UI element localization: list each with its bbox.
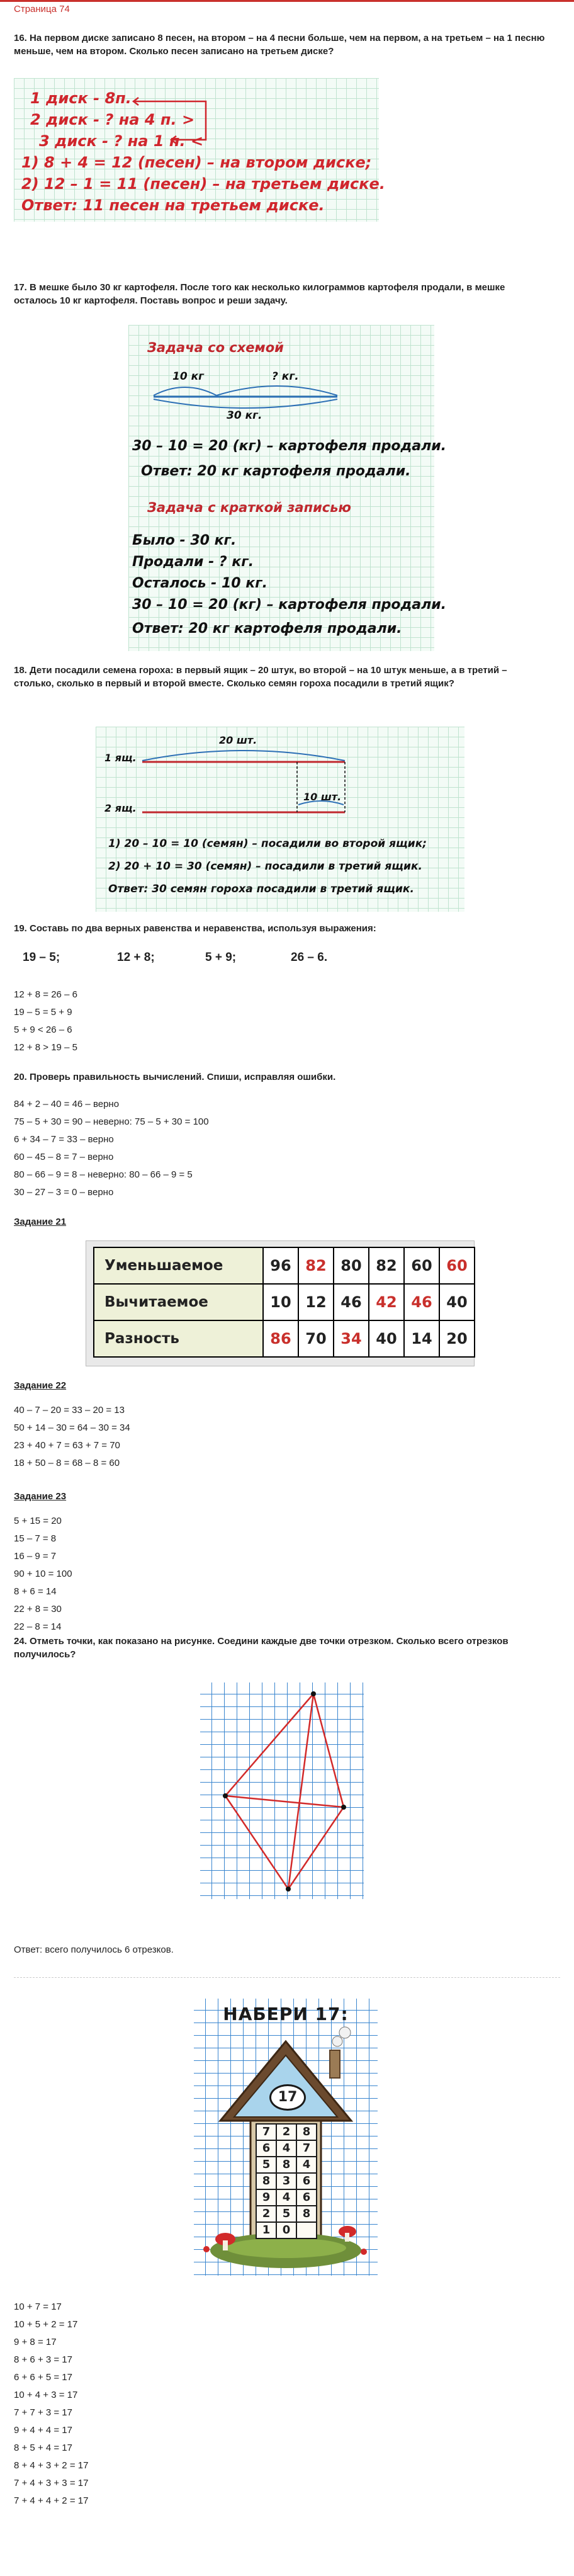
house-cell: 6 — [296, 2189, 317, 2206]
page-title: Страница 74 — [14, 4, 70, 14]
table-row — [94, 1284, 475, 1320]
table-cell: 60 — [439, 1247, 475, 1284]
task20-text: 20. Проверь правильность вычислений. Спиши, исправляя ошибки. — [14, 1072, 336, 1082]
house-cell: 6 — [296, 2173, 317, 2189]
house-cell: 4 — [276, 2140, 296, 2157]
task21-heading: Задание 21 — [14, 1217, 67, 1227]
task17-short-line-3: Осталось - 10 кг. — [132, 576, 268, 591]
task17-grid-image — [128, 325, 447, 651]
task16-arrows — [14, 78, 379, 222]
table-cell: 96 — [263, 1247, 298, 1284]
house-answer: 8 + 4 + 3 + 2 = 17 — [14, 2460, 89, 2471]
house-answer: 6 + 6 + 5 = 17 — [14, 2372, 72, 2383]
task17-label-unknown: ? кг. — [272, 370, 299, 383]
table-row — [256, 2189, 317, 2206]
house-cell — [296, 2222, 317, 2238]
task17-short-line-2: Продали - ? кг. — [132, 554, 254, 570]
task23-answer: 8 + 6 = 14 — [14, 1586, 57, 1597]
table-cell: 14 — [404, 1320, 439, 1357]
task18-text: 18. Дети посадили семена гороха: в первый ящик – 20 штук, во второй – на 10 штук меньше, а в третий – столько, сколько в первый и второй вместе. Сколько семян гороха посадили в третий ящик? — [14, 665, 507, 689]
task20-answer: 80 – 66 – 9 = 8 – неверно: 80 – 66 – 9 = 5 — [14, 1169, 193, 1180]
task23-answer: 5 + 15 = 20 — [14, 1516, 62, 1526]
table-cell: 60 — [404, 1247, 439, 1284]
house-cell: 5 — [276, 2206, 296, 2222]
task18-label-10: 10 шт. — [303, 791, 342, 803]
task17-short-heading: Задача с краткой записью — [147, 500, 351, 515]
table-row — [256, 2206, 317, 2222]
table-row — [256, 2140, 317, 2157]
task16-grid-image — [14, 78, 385, 222]
task24-answer: Ответ: всего получилось 6 отрезков. — [14, 1944, 174, 1955]
house-answer: 9 + 8 = 17 — [14, 2337, 57, 2347]
task24-text: 24. Отметь точки, как показано на рисунке. Соедини каждые две точки отрезком. Сколько всего отрезков получилось? — [14, 1636, 509, 1660]
house-cell: 3 — [276, 2173, 296, 2189]
task16-text: 16. На первом диске записано 8 песен, на втором – на 4 песни больше, чем на первом, а на третьем – на 1 песню меньше, чем на втором. Сколько песен записано на третьем диске? — [14, 33, 545, 57]
task24-points-figure — [199, 1681, 365, 1900]
table-cell: 70 — [298, 1320, 334, 1357]
house-answer: 8 + 5 + 4 = 17 — [14, 2443, 72, 2453]
house-answer: 9 + 4 + 4 = 17 — [14, 2425, 72, 2436]
task23-heading: Задание 23 — [14, 1491, 67, 1502]
task22-answer: 40 – 7 – 20 = 33 – 20 = 13 — [14, 1405, 125, 1416]
house-answer: 10 + 4 + 3 = 17 — [14, 2390, 78, 2400]
task19-expression-4: 26 – 6. — [291, 951, 328, 964]
table-cell: 46 — [334, 1284, 369, 1320]
task16-line-2: 2 диск - ? на 4 п. > — [30, 111, 195, 128]
task19-answer: 19 – 5 = 5 + 9 — [14, 1007, 72, 1018]
table-cell: 40 — [439, 1284, 475, 1320]
row-label-minuend: Уменьшаемое — [94, 1247, 263, 1284]
task17-short-line-5: Ответ: 20 кг картофеля продали. — [132, 621, 402, 637]
task23-answer: 22 – 8 = 14 — [14, 1621, 62, 1632]
task17-label-10kg: 10 кг — [172, 370, 204, 383]
task23-answer: 90 + 10 = 100 — [14, 1569, 72, 1579]
task19-text: 19. Составь по два верных равенства и неравенства, используя выражения: — [14, 923, 376, 934]
task22-answer: 50 + 14 – 30 = 64 – 30 = 34 — [14, 1422, 130, 1433]
task17-short-line-4: 30 – 10 = 20 (кг) – картофеля продали. — [132, 597, 447, 613]
house-cell: 1 — [256, 2222, 276, 2238]
house-answers — [14, 2298, 88, 2510]
task18-line-1: 1) 20 – 10 = 10 (семян) – посадили во второй ящик; — [108, 837, 427, 850]
section-divider — [14, 1977, 560, 1978]
task18-line-2: 2) 20 + 10 = 30 (семян) – посадили в третий ящик. — [108, 860, 422, 873]
task16-line-3: 3 диск - ? на 1 п. < — [39, 132, 204, 150]
row-label-subtrahend: Вычитаемое — [94, 1284, 263, 1320]
task22-heading: Задание 22 — [14, 1380, 67, 1391]
task17-text: 17. В мешке было 30 кг картофеля. После того как несколько килограммов картофеля продали, в мешке осталось 10 кг картофеля. Поставь вопрос и реши задачу. — [14, 282, 505, 306]
task17-short-line-1: Было - 30 кг. — [132, 533, 237, 548]
task17-label-30kg: 30 кг. — [227, 409, 262, 422]
task20-answer: 30 – 27 – 3 = 0 – верно — [14, 1187, 114, 1198]
task19-expression-1: 19 – 5; — [23, 951, 60, 964]
task19-answer: 5 + 9 < 26 – 6 — [14, 1024, 72, 1035]
house-title: НАБЕРИ 17: — [223, 2004, 349, 2024]
house-cell: 7 — [296, 2140, 317, 2157]
table-cell: 40 — [369, 1320, 404, 1357]
table-cell: 82 — [298, 1247, 334, 1284]
house-number-grid — [256, 2123, 317, 2239]
house-cell: 8 — [256, 2173, 276, 2189]
house-answer: 7 + 4 + 4 + 2 = 17 — [14, 2495, 89, 2506]
task22-answer: 18 + 50 – 8 = 68 – 8 = 60 — [14, 1458, 120, 1468]
house-answer: 7 + 7 + 3 = 17 — [14, 2407, 72, 2418]
task17-answer: Ответ: 20 кг картофеля продали. — [141, 463, 411, 479]
table-cell: 20 — [439, 1320, 475, 1357]
task19-answer: 12 + 8 > 19 – 5 — [14, 1042, 77, 1053]
house-answer: 10 + 7 = 17 — [14, 2301, 62, 2312]
table-cell: 10 — [263, 1284, 298, 1320]
task23-answers — [14, 1512, 72, 1636]
task16-line-6: Ответ: 11 песен на третьем диске. — [21, 196, 325, 214]
house-cell: 4 — [276, 2189, 296, 2206]
house-answer: 7 + 4 + 3 + 3 = 17 — [14, 2478, 89, 2488]
table-row — [94, 1247, 475, 1284]
table-cell: 34 — [334, 1320, 369, 1357]
roof-number: 17 — [269, 2084, 306, 2111]
task17-solution: 30 – 10 = 20 (кг) – картофеля продали. — [132, 438, 447, 454]
house-answer: 10 + 5 + 2 = 17 — [14, 2319, 78, 2330]
task18-scheme — [96, 727, 464, 821]
task18-line-3: Ответ: 30 семян гороха посадили в третий ящик. — [108, 883, 414, 895]
house-cell: 9 — [256, 2189, 276, 2206]
table-row — [256, 2157, 317, 2173]
house-cell: 5 — [256, 2157, 276, 2173]
task23-answer: 22 + 8 = 30 — [14, 1604, 62, 1614]
house-cell: 8 — [276, 2157, 296, 2173]
task18-label-20: 20 шт. — [219, 734, 257, 746]
task19-expression-3: 5 + 9; — [205, 951, 237, 964]
task19-answers — [14, 986, 77, 1057]
task20-answer: 6 + 34 – 7 = 33 – верно — [14, 1134, 114, 1145]
task20-answer: 84 + 2 – 40 = 46 – верно — [14, 1099, 120, 1109]
table-row — [256, 2222, 317, 2238]
table-cell: 82 — [369, 1247, 404, 1284]
task18-grid-image — [96, 727, 464, 912]
task19-expression-2: 12 + 8; — [117, 951, 155, 964]
table-cell: 46 — [404, 1284, 439, 1320]
task17-scheme — [128, 325, 434, 426]
task16-line-1: 1 диск - 8п. — [30, 89, 132, 107]
task22-answer: 23 + 40 + 7 = 63 + 7 = 70 — [14, 1440, 120, 1451]
table-row — [94, 1320, 475, 1357]
task23-answer: 16 – 9 = 7 — [14, 1551, 57, 1562]
house-cell: 4 — [296, 2157, 317, 2173]
table-cell: 12 — [298, 1284, 334, 1320]
task16-line-5: 2) 12 – 1 = 11 (песен) – на третьем диске. — [21, 175, 385, 193]
task20-answers — [14, 1096, 209, 1201]
row-label-difference: Разность — [94, 1320, 263, 1357]
house-cell: 6 — [256, 2140, 276, 2157]
task20-answer: 75 – 5 + 30 = 90 – неверно: 75 – 5 + 30 = 100 — [14, 1116, 209, 1127]
house-cell: 8 — [296, 2124, 317, 2140]
table-cell: 86 — [263, 1320, 298, 1357]
task16-line-4: 1) 8 + 4 = 12 (песен) – на втором диске; — [21, 154, 372, 171]
top-accent-line — [0, 0, 574, 2]
task19-answer: 12 + 8 = 26 – 6 — [14, 989, 77, 1000]
task18-label-box2: 2 ящ. — [104, 802, 137, 814]
task18-label-box1: 1 ящ. — [104, 752, 137, 764]
table-row — [256, 2173, 317, 2189]
table-cell: 80 — [334, 1247, 369, 1284]
task21-table — [93, 1247, 475, 1358]
house-puzzle-image — [193, 1997, 379, 2277]
house-cell: 7 — [256, 2124, 276, 2140]
house-cell: 0 — [276, 2222, 296, 2238]
task23-answer: 15 – 7 = 8 — [14, 1533, 57, 1544]
house-cell: 8 — [296, 2206, 317, 2222]
table-row — [256, 2124, 317, 2140]
house-answer: 8 + 6 + 3 = 17 — [14, 2354, 72, 2365]
task17-scheme-heading: Задача со схемой — [147, 340, 284, 355]
table-cell: 42 — [369, 1284, 404, 1320]
house-cell: 2 — [276, 2124, 296, 2140]
task22-answers — [14, 1402, 130, 1472]
house-cell: 2 — [256, 2206, 276, 2222]
task20-answer: 60 – 45 – 8 = 7 – верно — [14, 1152, 114, 1162]
